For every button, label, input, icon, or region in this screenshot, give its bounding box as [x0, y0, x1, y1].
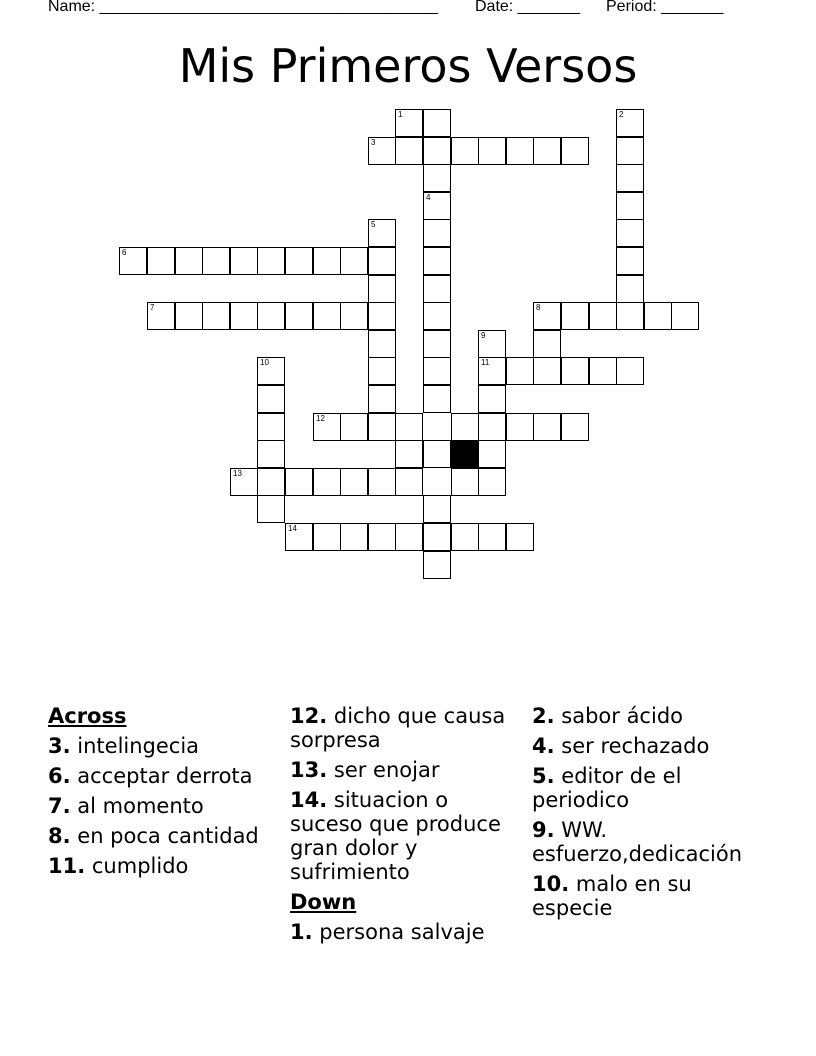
blocked-cell — [451, 440, 479, 468]
clue-text: ser enojar — [327, 758, 440, 782]
grid-cell[interactable] — [340, 247, 368, 275]
clue-item — [532, 734, 760, 758]
grid-cell[interactable] — [644, 302, 672, 330]
clue-item — [48, 824, 276, 848]
clue-text: intelingecia — [70, 734, 200, 758]
grid-cell[interactable] — [451, 523, 479, 551]
clue-item — [290, 758, 518, 782]
grid-cell[interactable] — [230, 302, 258, 330]
clue-number: 8. — [48, 824, 71, 848]
clue-number: 12. — [290, 704, 328, 728]
clue-number: 3 — [371, 138, 376, 147]
grid-cell[interactable] — [285, 523, 313, 551]
clue-number: 11 — [481, 358, 490, 367]
clue-number: 6 — [122, 248, 127, 257]
clue-item — [532, 818, 760, 866]
grid-cell[interactable] — [478, 413, 506, 441]
clue-text: sabor ácido — [554, 704, 683, 728]
grid-cell[interactable] — [147, 302, 175, 330]
grid-cell[interactable] — [285, 247, 313, 275]
grid-cell[interactable] — [368, 330, 396, 358]
clue-number: 1 — [398, 110, 403, 119]
clue-number: 9 — [481, 331, 486, 340]
clue-number: 13 — [233, 469, 242, 478]
grid-cell[interactable] — [313, 523, 341, 551]
grid-cell[interactable] — [340, 302, 368, 330]
grid-cell[interactable] — [561, 357, 589, 385]
grid-cell[interactable] — [257, 413, 285, 441]
clue-text: persona salvaje — [312, 920, 485, 944]
grid-cell[interactable] — [616, 137, 644, 165]
clue-item — [48, 794, 276, 818]
clue-number: 5 — [371, 220, 376, 229]
grid-cell[interactable] — [451, 468, 479, 496]
grid-cell[interactable] — [423, 275, 451, 303]
clue-number: 3. — [48, 734, 71, 758]
grid-cell[interactable] — [533, 413, 561, 441]
clue-text: al momento — [70, 794, 204, 818]
grid-cell[interactable] — [589, 357, 617, 385]
grid-cell[interactable] — [257, 302, 285, 330]
grid-cell[interactable] — [202, 247, 230, 275]
clue-number: 2 — [619, 110, 624, 119]
grid-cell[interactable] — [451, 413, 479, 441]
clue-number: 14. — [290, 788, 328, 812]
across-heading: Across — [48, 704, 127, 728]
grid-cell[interactable] — [368, 302, 396, 330]
grid-cell[interactable] — [561, 413, 589, 441]
clue-text: WW. esfuerzo,dedicación — [532, 818, 743, 866]
grid-cell[interactable] — [616, 247, 644, 275]
clue-number: 7. — [48, 794, 71, 818]
grid-cell[interactable] — [423, 357, 451, 385]
grid-cell[interactable] — [257, 440, 285, 468]
grid-cell[interactable] — [506, 137, 534, 165]
grid-cell[interactable] — [313, 302, 341, 330]
clue-number: 13. — [290, 758, 328, 782]
clue-number: 10. — [532, 872, 570, 896]
grid-cell[interactable] — [561, 302, 589, 330]
grid-cell[interactable] — [506, 357, 534, 385]
clue-number: 1. — [290, 920, 313, 944]
grid-cell[interactable] — [616, 219, 644, 247]
grid-cell[interactable] — [368, 137, 396, 165]
grid-cell[interactable] — [340, 523, 368, 551]
clue-number: 11. — [48, 854, 86, 878]
clue-item — [532, 764, 760, 812]
date-field[interactable]: Date: _______ — [475, 0, 580, 15]
grid-cell[interactable] — [147, 247, 175, 275]
grid-cell[interactable] — [478, 468, 506, 496]
clue-item — [48, 734, 276, 758]
grid-cell[interactable] — [423, 164, 451, 192]
grid-cell[interactable] — [119, 247, 147, 275]
period-field[interactable]: Period: _______ — [606, 0, 724, 15]
clue-text: cumplido — [85, 854, 189, 878]
grid-cell[interactable] — [395, 109, 423, 137]
clue-item — [290, 788, 518, 884]
grid-cell[interactable] — [616, 109, 644, 137]
header — [48, 0, 768, 18]
grid-cell[interactable] — [616, 302, 644, 330]
grid-cell[interactable] — [175, 247, 203, 275]
grid-cell[interactable] — [395, 137, 423, 165]
grid-cell[interactable] — [313, 468, 341, 496]
grid-cell[interactable] — [423, 137, 451, 165]
grid-cell[interactable] — [478, 523, 506, 551]
clue-text: acceptar derrota — [70, 764, 253, 788]
grid-cell[interactable] — [423, 551, 451, 579]
grid-cell[interactable] — [368, 357, 396, 385]
grid-cell[interactable] — [423, 302, 451, 330]
clue-column-1 — [48, 704, 276, 884]
clue-number: 9. — [532, 818, 555, 842]
clue-text: editor de el periodico — [532, 764, 682, 812]
grid-cell[interactable] — [561, 137, 589, 165]
grid-cell[interactable] — [506, 523, 534, 551]
grid-cell[interactable] — [368, 468, 396, 496]
grid-cell[interactable] — [395, 413, 423, 441]
grid-cell[interactable] — [368, 247, 396, 275]
grid-cell[interactable] — [423, 109, 451, 137]
grid-cell[interactable] — [478, 385, 506, 413]
grid-cell[interactable] — [533, 302, 561, 330]
clue-item — [290, 704, 518, 752]
name-field[interactable]: Name: ______________________________________ — [48, 0, 438, 15]
grid-cell[interactable] — [423, 192, 451, 220]
clue-number: 14 — [288, 524, 297, 533]
clue-number: 4. — [532, 734, 555, 758]
grid-cell[interactable] — [616, 357, 644, 385]
grid-cell[interactable] — [285, 302, 313, 330]
grid-cell[interactable] — [395, 523, 423, 551]
grid-cell[interactable] — [478, 330, 506, 358]
page-title: Mis Primeros Versos — [178, 39, 638, 93]
grid-cell[interactable] — [368, 275, 396, 303]
grid-cell[interactable] — [313, 413, 341, 441]
grid-cell[interactable] — [506, 413, 534, 441]
grid-cell[interactable] — [257, 385, 285, 413]
clue-number: 8 — [536, 303, 541, 312]
grid-cell[interactable] — [340, 468, 368, 496]
clue-number: 12 — [316, 414, 325, 423]
clue-text: dicho que causa sorpresa — [290, 704, 506, 752]
clue-item — [532, 872, 760, 920]
grid-cell[interactable] — [478, 440, 506, 468]
clue-number: 4 — [426, 193, 431, 202]
grid-cell[interactable] — [423, 523, 451, 551]
grid-cell[interactable] — [368, 385, 396, 413]
grid-cell[interactable] — [423, 495, 451, 523]
grid-cell[interactable] — [257, 468, 285, 496]
grid-cell[interactable] — [533, 137, 561, 165]
grid-cell[interactable] — [313, 247, 341, 275]
grid-cell[interactable] — [368, 523, 396, 551]
grid-cell[interactable] — [368, 219, 396, 247]
grid-cell[interactable] — [257, 247, 285, 275]
grid-cell[interactable] — [423, 385, 451, 413]
clue-number: 5. — [532, 764, 555, 788]
grid-cell[interactable] — [395, 440, 423, 468]
grid-cell[interactable] — [230, 247, 258, 275]
grid-cell[interactable] — [368, 413, 396, 441]
clue-item — [290, 920, 518, 944]
grid-cell[interactable] — [175, 302, 203, 330]
grid-cell[interactable] — [533, 330, 561, 358]
grid-cell[interactable] — [423, 440, 451, 468]
down-heading: Down — [290, 890, 357, 914]
grid-cell[interactable] — [616, 192, 644, 220]
clue-text: malo en su especie — [532, 872, 692, 920]
clue-text: en poca cantidad — [70, 824, 259, 848]
grid-cell[interactable] — [257, 495, 285, 523]
grid-cell[interactable] — [478, 137, 506, 165]
clue-number: 6. — [48, 764, 71, 788]
grid-cell[interactable] — [257, 357, 285, 385]
grid-cell[interactable] — [202, 302, 230, 330]
grid-cell[interactable] — [423, 219, 451, 247]
grid-cell[interactable] — [451, 137, 479, 165]
grid-cell[interactable] — [423, 247, 451, 275]
clue-column-3 — [532, 704, 760, 926]
grid-cell[interactable] — [285, 468, 313, 496]
grid-cell[interactable] — [423, 330, 451, 358]
grid-cell[interactable] — [671, 302, 699, 330]
clue-column-2 — [290, 704, 518, 950]
clue-number: 7 — [150, 303, 155, 312]
grid-cell[interactable] — [616, 275, 644, 303]
clue-item — [532, 704, 760, 728]
grid-cell[interactable] — [230, 468, 258, 496]
clue-number: 2. — [532, 704, 555, 728]
grid-cell[interactable] — [395, 468, 423, 496]
clue-text: ser rechazado — [554, 734, 710, 758]
grid-cell[interactable] — [478, 357, 506, 385]
grid-cell[interactable] — [589, 302, 617, 330]
grid-cell[interactable] — [533, 357, 561, 385]
clue-number: 10 — [260, 358, 269, 367]
grid-cell[interactable] — [616, 164, 644, 192]
clue-item — [48, 854, 276, 878]
grid-cell[interactable] — [340, 413, 368, 441]
clue-text: situacion o suceso que produce gran dolor y sufrimiento — [290, 788, 501, 884]
clue-item — [48, 764, 276, 788]
